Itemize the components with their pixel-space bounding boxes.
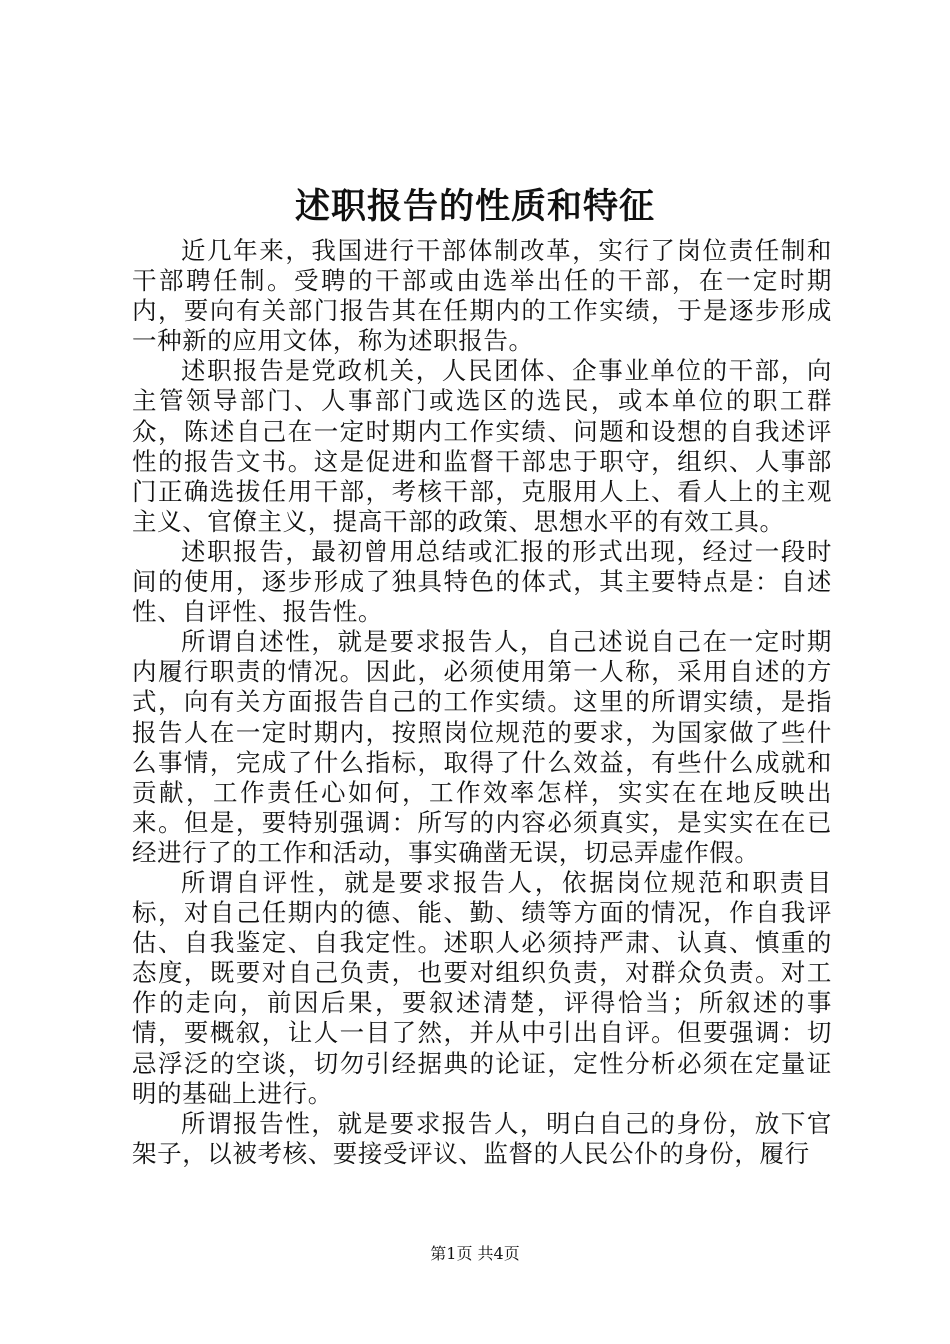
paragraph-definition: 述职报告是党政机关，人民团体、企事业单位的干部，向主管领导部门、人事部门或选区的选民，或本单位的职工群众，陈述自己在一定时期内工作实绩、问题和设想的自我述评性的报告文书。这是促进和监督干部忠于职守，组织、人事部门正确选拔任用干部，考核干部，克服用人上、看人上的主观主义、官僚主义，提高干部的政策、思想水平的有效工具。 (132, 356, 832, 536)
paragraph-self-evaluation: 所谓自评性，就是要求报告人，依据岗位规范和职责目标，对自己任期内的德、能、勤、绩等方面的情况，作自我评估、自我鉴定、自我定性。述职人必须持严肃、认真、慎重的态度，既要对自己负责，也要对组织负责，对群众负责。对工作的走向，前因后果，要叙述清楚，评得恰当；所叙述的事情，要概叙，让人一目了然，并从中引出自评。但要强调：切忌浮泛的空谈，切勿引经据典的论证，定性分析必须在定量证明的基础上进行。 (132, 867, 832, 1108)
paragraph-reporting: 所谓报告性，就是要求报告人，明白自己的身份，放下官架子，以被考核、要接受评议、监督的人民公仆的身份，履行 (132, 1108, 832, 1168)
document-title: 述职报告的性质和特征 (294, 186, 655, 227)
page-footer: 第1页 共4页 (430, 1244, 520, 1263)
paragraph-intro: 近几年来，我国进行干部体制改革，实行了岗位责任制和干部聘任制。受聘的干部或由选举出任的干部，在一定时期内，要向有关部门报告其在任期内的工作实绩，于是逐步形成一种新的应用文体，称为述职报告。 (132, 236, 832, 356)
document-body (132, 236, 832, 1169)
paragraph-features: 述职报告，最初曾用总结或汇报的形式出现，经过一段时间的使用，逐步形成了独具特色的体式，其主要特点是：自述性、自评性、报告性。 (132, 536, 832, 627)
paragraph-self-narration: 所谓自述性，就是要求报告人，自己述说自己在一定时期内履行职责的情况。因此，必须使用第一人称，采用自述的方式，向有关方面报告自己的工作实绩。这里的所谓实绩，是指报告人在一定时期内，按照岗位规范的要求，为国家做了些什么事情，完成了什么指标，取得了什么效益，有些什么成就和贡献，工作责任心如何，工作效率怎样，实实在在地反映出来。但是，要特别强调：所写的内容必须真实，是实实在在已经进行了的工作和活动，事实确凿无误，切忌弄虚作假。 (132, 627, 832, 867)
